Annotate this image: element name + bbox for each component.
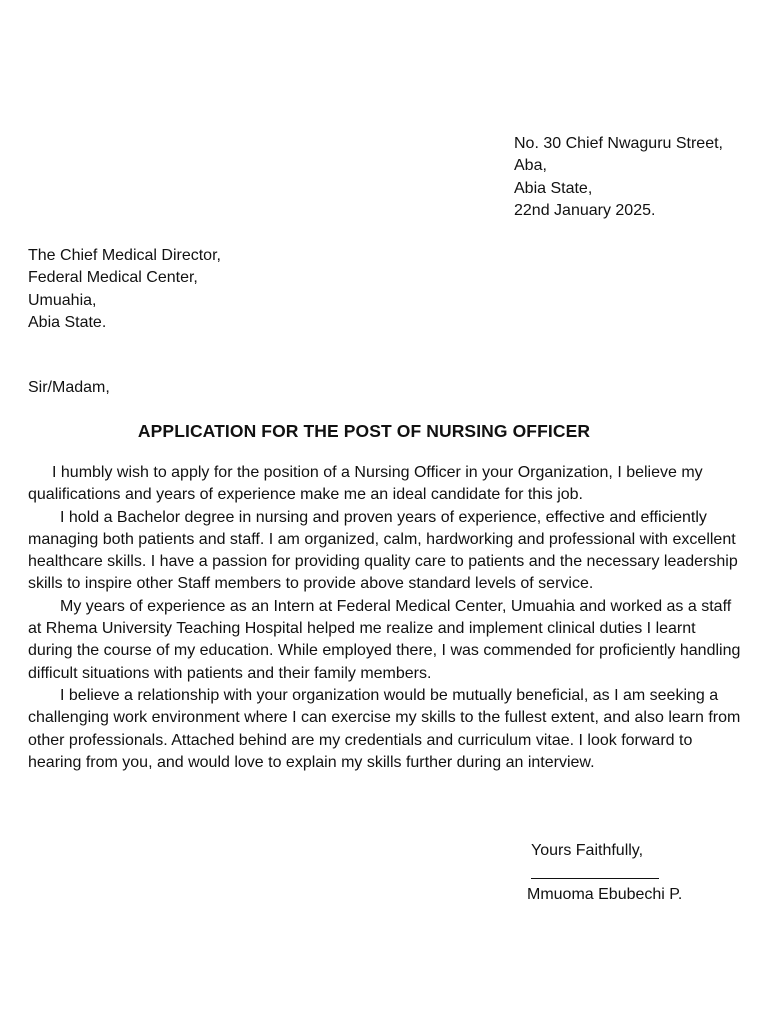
sender-street: No. 30 Chief Nwaguru Street, — [514, 135, 723, 152]
letter-date: 22nd January 2025. — [514, 201, 656, 219]
recipient-title: The Chief Medical Director, — [28, 247, 221, 264]
recipient-organization: Federal Medical Center, — [28, 269, 198, 287]
recipient-city: Umuahia, — [28, 291, 97, 309]
recipient-address — [28, 245, 221, 334]
body-paragraph-4: I believe a relationship with your organization would be mutually beneficial, as I am seeking a challenging work environment where I can exercise my skills to the fullest extent, and also learn from other professionals. Attached behind are my credentials and curriculum vitae. I look forward to hearing from you, and would love to explain my skills further during an interview. — [28, 686, 741, 771]
sender-address — [514, 133, 723, 222]
body-paragraph-3: My years of experience as an Intern at Federal Medical Center, Umuahia and worked as a staff at Rhema University Teaching Hospital helped me realize and implement clinical duties I learnt during the course of my education. While employed there, I was commended for proficiently handling difficult situations with patients and their family members. — [28, 597, 741, 682]
letter-subject: APPLICATION FOR THE POST OF NURSING OFFICER — [137, 421, 591, 441]
body-paragraph-1: I humbly wish to apply for the position of a Nursing Officer in your Organization, I believe my qualifications and years of experience make me an ideal candidate for this job. — [28, 464, 703, 504]
sender-state: Abia State, — [514, 179, 593, 197]
closing-block — [527, 840, 682, 906]
complimentary-close: Yours Faithfully, — [531, 842, 644, 859]
signature-line — [531, 878, 659, 879]
body-paragraph-2: I hold a Bachelor degree in nursing and proven years of experience, effective and efficiently managing both patients and staff. I am organized, calm, hardworking and professional with excellent healthcare skills. I have a passion for providing quality care to patients and the necessary leadership skills to inspire other Staff members to provide above standard levels of service. — [28, 508, 738, 593]
letter-body — [28, 462, 742, 774]
sender-city: Aba, — [514, 157, 547, 175]
recipient-state: Abia State. — [28, 313, 107, 331]
signatory-name: Mmuoma Ebubechi P. — [527, 886, 683, 903]
salutation: Sir/Madam, — [28, 379, 110, 396]
